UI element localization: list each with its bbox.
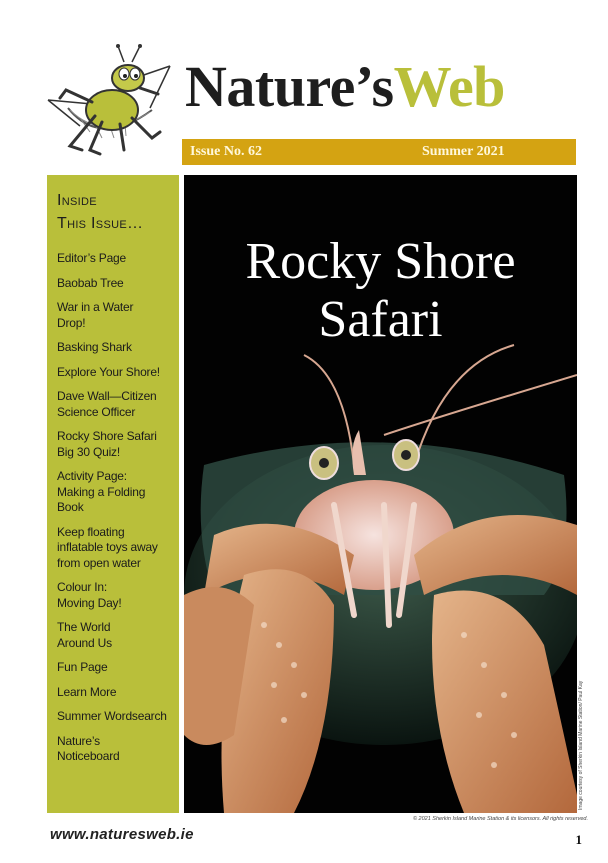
copyright-notice: © 2021 Sherkin Island Marine Station & its licensors. All rights reserved. (412, 816, 588, 822)
issue-bar (182, 139, 576, 165)
cover-headline (184, 233, 577, 349)
contents-item: Summer Wordsearch (57, 709, 167, 723)
contents-item: Colour In: Moving Day! (57, 580, 122, 610)
contents-item: Rocky Shore Safari Big 30 Quiz! (57, 429, 157, 459)
sidebar-heading (57, 189, 179, 235)
cover-headline-line2: Safari (318, 291, 443, 348)
contents-item: Basking Shark (57, 340, 132, 354)
photo-credit: Image courtesy of Sherkin Island Marine Station/ Paul Kay (578, 680, 584, 810)
inside-this-issue-sidebar (47, 175, 179, 813)
sidebar-heading-line2: This Issue… (57, 215, 144, 232)
spider-in-hammock-icon (40, 38, 185, 158)
title-web: Web (393, 54, 505, 119)
contents-item: Learn More (57, 684, 117, 699)
cover-headline-line1: Rocky Shore (245, 233, 516, 290)
title-natures: Nature’s (185, 54, 394, 119)
contents-item: Nature’s Noticeboard (57, 733, 120, 763)
hermit-crab-photo (184, 175, 577, 813)
website-link[interactable]: www.naturesweb.ie (50, 826, 194, 843)
contents-item: Dave Wall—Citizen Science Officer (57, 389, 157, 419)
sidebar-heading-line1: Inside (57, 192, 97, 209)
contents-item: Baobab Tree (57, 275, 124, 290)
issue-number: Issue No. 62 (190, 144, 262, 159)
contents-list (57, 251, 179, 765)
contents-item: War in a Water Drop! (57, 300, 134, 330)
contents-item: Keep floating inflatable toys away from open water (57, 524, 158, 570)
issue-date: Summer 2021 (422, 144, 505, 159)
contents-item: Activity Page: Making a Folding Book (57, 469, 146, 514)
contents-item: The World Around Us (57, 620, 112, 650)
contents-item: Fun Page (57, 660, 108, 674)
page-number: 1 (575, 832, 582, 847)
contents-item: Editor’s Page (57, 251, 127, 265)
magazine-title (185, 54, 505, 119)
contents-item: Explore Your Shore! (57, 364, 160, 379)
